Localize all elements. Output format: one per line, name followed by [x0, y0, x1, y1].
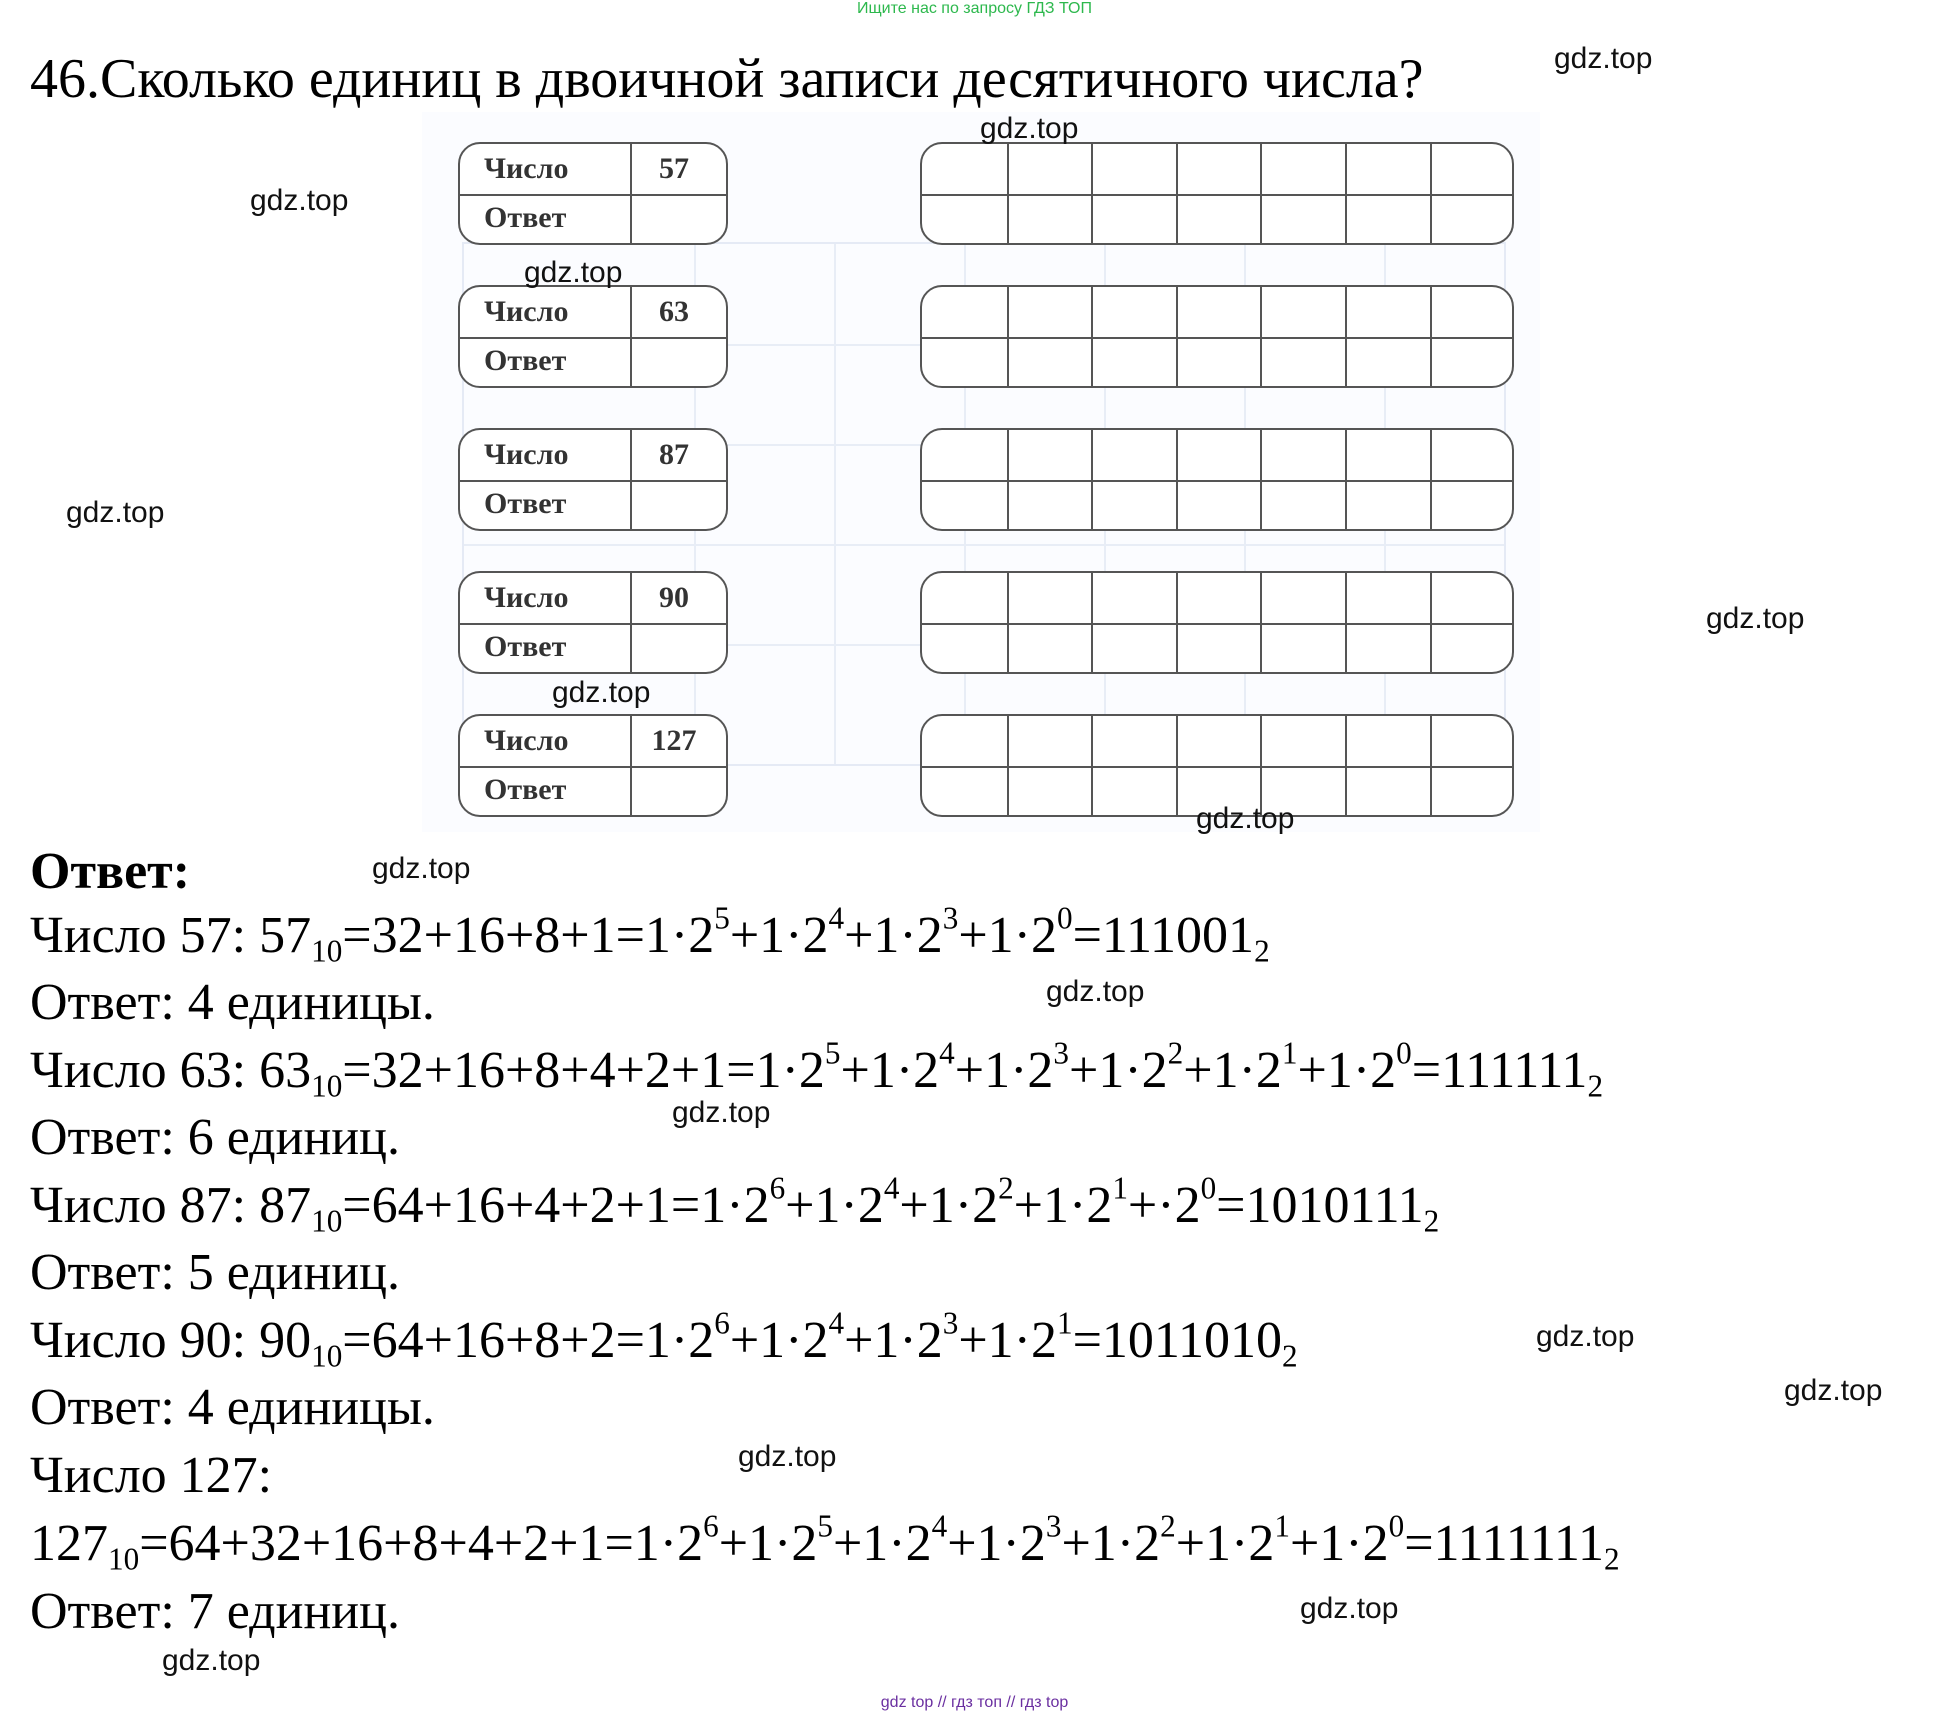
- conversion-line: [30, 900, 1270, 969]
- number-value: 63: [659, 294, 689, 328]
- power-exponent: 0: [1396, 1035, 1412, 1071]
- answer-text-line: Ответ: 4 единицы.: [30, 974, 435, 1031]
- answer-label: Ответ: [484, 201, 567, 235]
- footer-links[interactable]: gdz top // гдз топ // гдз top: [880, 1694, 1069, 1711]
- line-label: Число 87:: [30, 1177, 260, 1234]
- number-box: [458, 142, 728, 245]
- answer-label: Ответ: [484, 344, 567, 378]
- watermark-text: gdz.top: [552, 676, 651, 709]
- base-2-subscript: 2: [1603, 1541, 1620, 1577]
- power-exponent: 4: [939, 1035, 955, 1071]
- expansion-term: +1·2: [958, 907, 1057, 964]
- number-value: 87: [659, 437, 689, 471]
- binary-result: =1111111: [1404, 1515, 1604, 1572]
- power-exponent: 2: [998, 1170, 1014, 1206]
- number-label: Число: [484, 723, 569, 757]
- watermark-text: gdz.top: [524, 256, 623, 289]
- power-exponent: 1: [1274, 1508, 1290, 1544]
- binary-result: =1011010: [1072, 1312, 1282, 1369]
- expansion-term: +1·2: [840, 1042, 940, 1099]
- expansion-term: +1·2: [1289, 1515, 1389, 1572]
- binary-digit-grid: [920, 428, 1514, 531]
- power-exponent: 3: [1053, 1035, 1069, 1071]
- base-10-subscript: 10: [311, 1338, 343, 1374]
- expansion-term: +1·2: [947, 1515, 1046, 1572]
- task-title: 46.Сколько единиц в двоичной записи десятичного числа?: [30, 48, 1424, 110]
- line-label: Число 63:: [30, 1042, 260, 1099]
- binary-digit-grid: [920, 285, 1514, 388]
- watermark-text: gdz.top: [672, 1096, 771, 1129]
- conversion-line: [30, 1508, 1620, 1577]
- answer-label: Ответ: [484, 773, 567, 807]
- watermark-text: gdz.top: [1554, 42, 1653, 75]
- watermark-text: gdz.top: [250, 184, 349, 217]
- number-box: [458, 571, 728, 674]
- base-2-subscript: 2: [1587, 1068, 1604, 1104]
- line-label: Число 90:: [30, 1312, 260, 1369]
- number-label: Число: [484, 294, 569, 328]
- conversion-line: [30, 1035, 1604, 1104]
- watermark-text: gdz.top: [162, 1644, 261, 1677]
- power-exponent: 5: [824, 1035, 841, 1071]
- binary-result: =1010111: [1216, 1177, 1424, 1234]
- expansion-term: +1·2: [844, 907, 943, 964]
- power-exponent: 3: [942, 1305, 959, 1341]
- base-2-subscript: 2: [1423, 1203, 1440, 1239]
- expansion-term: +1·2: [718, 1515, 818, 1572]
- power-exponent: 5: [714, 900, 730, 936]
- watermark-text: gdz.top: [1046, 975, 1145, 1008]
- expansion-term: =32+16+8+1=1·2: [342, 907, 715, 964]
- expansion-term: =64+16+8+2=1·2: [342, 1312, 715, 1369]
- answer-label: Ответ: [484, 487, 567, 521]
- watermark-text: gdz.top: [1536, 1320, 1635, 1353]
- base-10-subscript: 10: [311, 933, 343, 969]
- expansion-term: +1·2: [832, 1515, 932, 1572]
- decimal-number: 87: [259, 1177, 312, 1234]
- expansion-term: +1·2: [729, 907, 829, 964]
- base-10-subscript: 10: [311, 1203, 343, 1239]
- power-exponent: 5: [817, 1508, 833, 1544]
- watermark-text: gdz.top: [1196, 802, 1295, 835]
- answer-label: Ответ: [484, 630, 567, 664]
- binary-result: =111111: [1411, 1042, 1588, 1099]
- decimal-number: 63: [259, 1042, 312, 1099]
- number-box: [458, 714, 728, 817]
- number-label: Число: [484, 151, 569, 185]
- answer-text-line: Ответ: 4 единицы.: [30, 1379, 435, 1436]
- expansion-term: +1·2: [729, 1312, 829, 1369]
- base-2-subscript: 2: [1282, 1338, 1298, 1374]
- expansion-term: =64+32+16+8+4+2+1=1·2: [139, 1515, 704, 1572]
- expansion-term: +1·2: [1297, 1042, 1397, 1099]
- base-10-subscript: 10: [311, 1068, 343, 1104]
- binary-digit-grid: [920, 142, 1514, 245]
- answer-text-line: Ответ: 5 единиц.: [30, 1244, 400, 1301]
- power-exponent: 0: [1057, 900, 1073, 936]
- power-exponent: 6: [703, 1508, 719, 1544]
- number-label: Число: [484, 580, 569, 614]
- binary-result: =111001: [1072, 907, 1255, 964]
- expansion-term: +1·2: [785, 1177, 884, 1234]
- power-exponent: 0: [1200, 1170, 1217, 1206]
- power-exponent: 6: [714, 1305, 730, 1341]
- watermark-text: gdz.top: [372, 852, 471, 885]
- answer-text-line: Ответ: 6 единиц.: [30, 1109, 400, 1166]
- number-box: [458, 428, 728, 531]
- base-2-subscript: 2: [1254, 933, 1270, 969]
- binary-digit-grid: [920, 571, 1514, 674]
- expansion-term: +1·2: [1175, 1515, 1275, 1572]
- expansion-term: +1·2: [1069, 1042, 1168, 1099]
- number-value: 90: [659, 580, 689, 614]
- line-label: Число 57:: [30, 907, 260, 964]
- power-exponent: 2: [1160, 1508, 1176, 1544]
- conversion-line: [30, 1170, 1440, 1239]
- answer-text-line: Число 127:: [30, 1447, 273, 1504]
- expansion-term: +1·2: [954, 1042, 1054, 1099]
- expansion-term: +1·2: [958, 1312, 1057, 1369]
- power-exponent: 0: [1388, 1508, 1405, 1544]
- watermark-text: gdz.top: [66, 496, 165, 529]
- search-hint-link[interactable]: Ищите нас по запросу ГДЗ ТОП: [857, 0, 1092, 17]
- decimal-number: 90: [259, 1312, 312, 1369]
- watermark-text: gdz.top: [1706, 602, 1805, 635]
- expansion-term: +1·2: [1183, 1042, 1282, 1099]
- power-exponent: 1: [1057, 1305, 1073, 1341]
- power-exponent: 4: [828, 1305, 845, 1341]
- power-exponent: 3: [942, 900, 959, 936]
- expansion-term: =64+16+4+2+1=1·2: [342, 1177, 770, 1234]
- power-exponent: 4: [883, 1170, 900, 1206]
- decimal-number: 57: [259, 907, 312, 964]
- watermark-text: gdz.top: [980, 112, 1079, 145]
- power-exponent: 4: [931, 1508, 948, 1544]
- answer-heading: Ответ:: [30, 843, 191, 900]
- conversion-line: [30, 1305, 1298, 1374]
- expansion-term: +1·2: [1061, 1515, 1161, 1572]
- decimal-number: 127: [30, 1515, 108, 1572]
- expansion-term: +1·2: [844, 1312, 943, 1369]
- watermark-text: gdz.top: [1300, 1592, 1399, 1625]
- power-exponent: 4: [828, 900, 845, 936]
- base-10-subscript: 10: [108, 1541, 140, 1577]
- number-label: Число: [484, 437, 569, 471]
- power-exponent: 3: [1045, 1508, 1062, 1544]
- power-exponent: 6: [769, 1170, 786, 1206]
- watermark-text: gdz.top: [1784, 1374, 1883, 1407]
- textbook-figure: [422, 112, 1540, 832]
- expansion-term: +·2: [1127, 1177, 1201, 1234]
- power-exponent: 1: [1281, 1035, 1298, 1071]
- watermark-text: gdz.top: [738, 1440, 837, 1473]
- expansion-term: +1·2: [1013, 1177, 1113, 1234]
- power-exponent: 2: [1167, 1035, 1184, 1071]
- number-value: 57: [659, 151, 689, 185]
- number-box: [458, 285, 728, 388]
- answer-text-line: Ответ: 7 единиц.: [30, 1583, 400, 1640]
- power-exponent: 1: [1112, 1170, 1128, 1206]
- expansion-term: =32+16+8+4+2+1=1·2: [342, 1042, 825, 1099]
- number-value: 127: [651, 723, 697, 757]
- expansion-term: +1·2: [899, 1177, 999, 1234]
